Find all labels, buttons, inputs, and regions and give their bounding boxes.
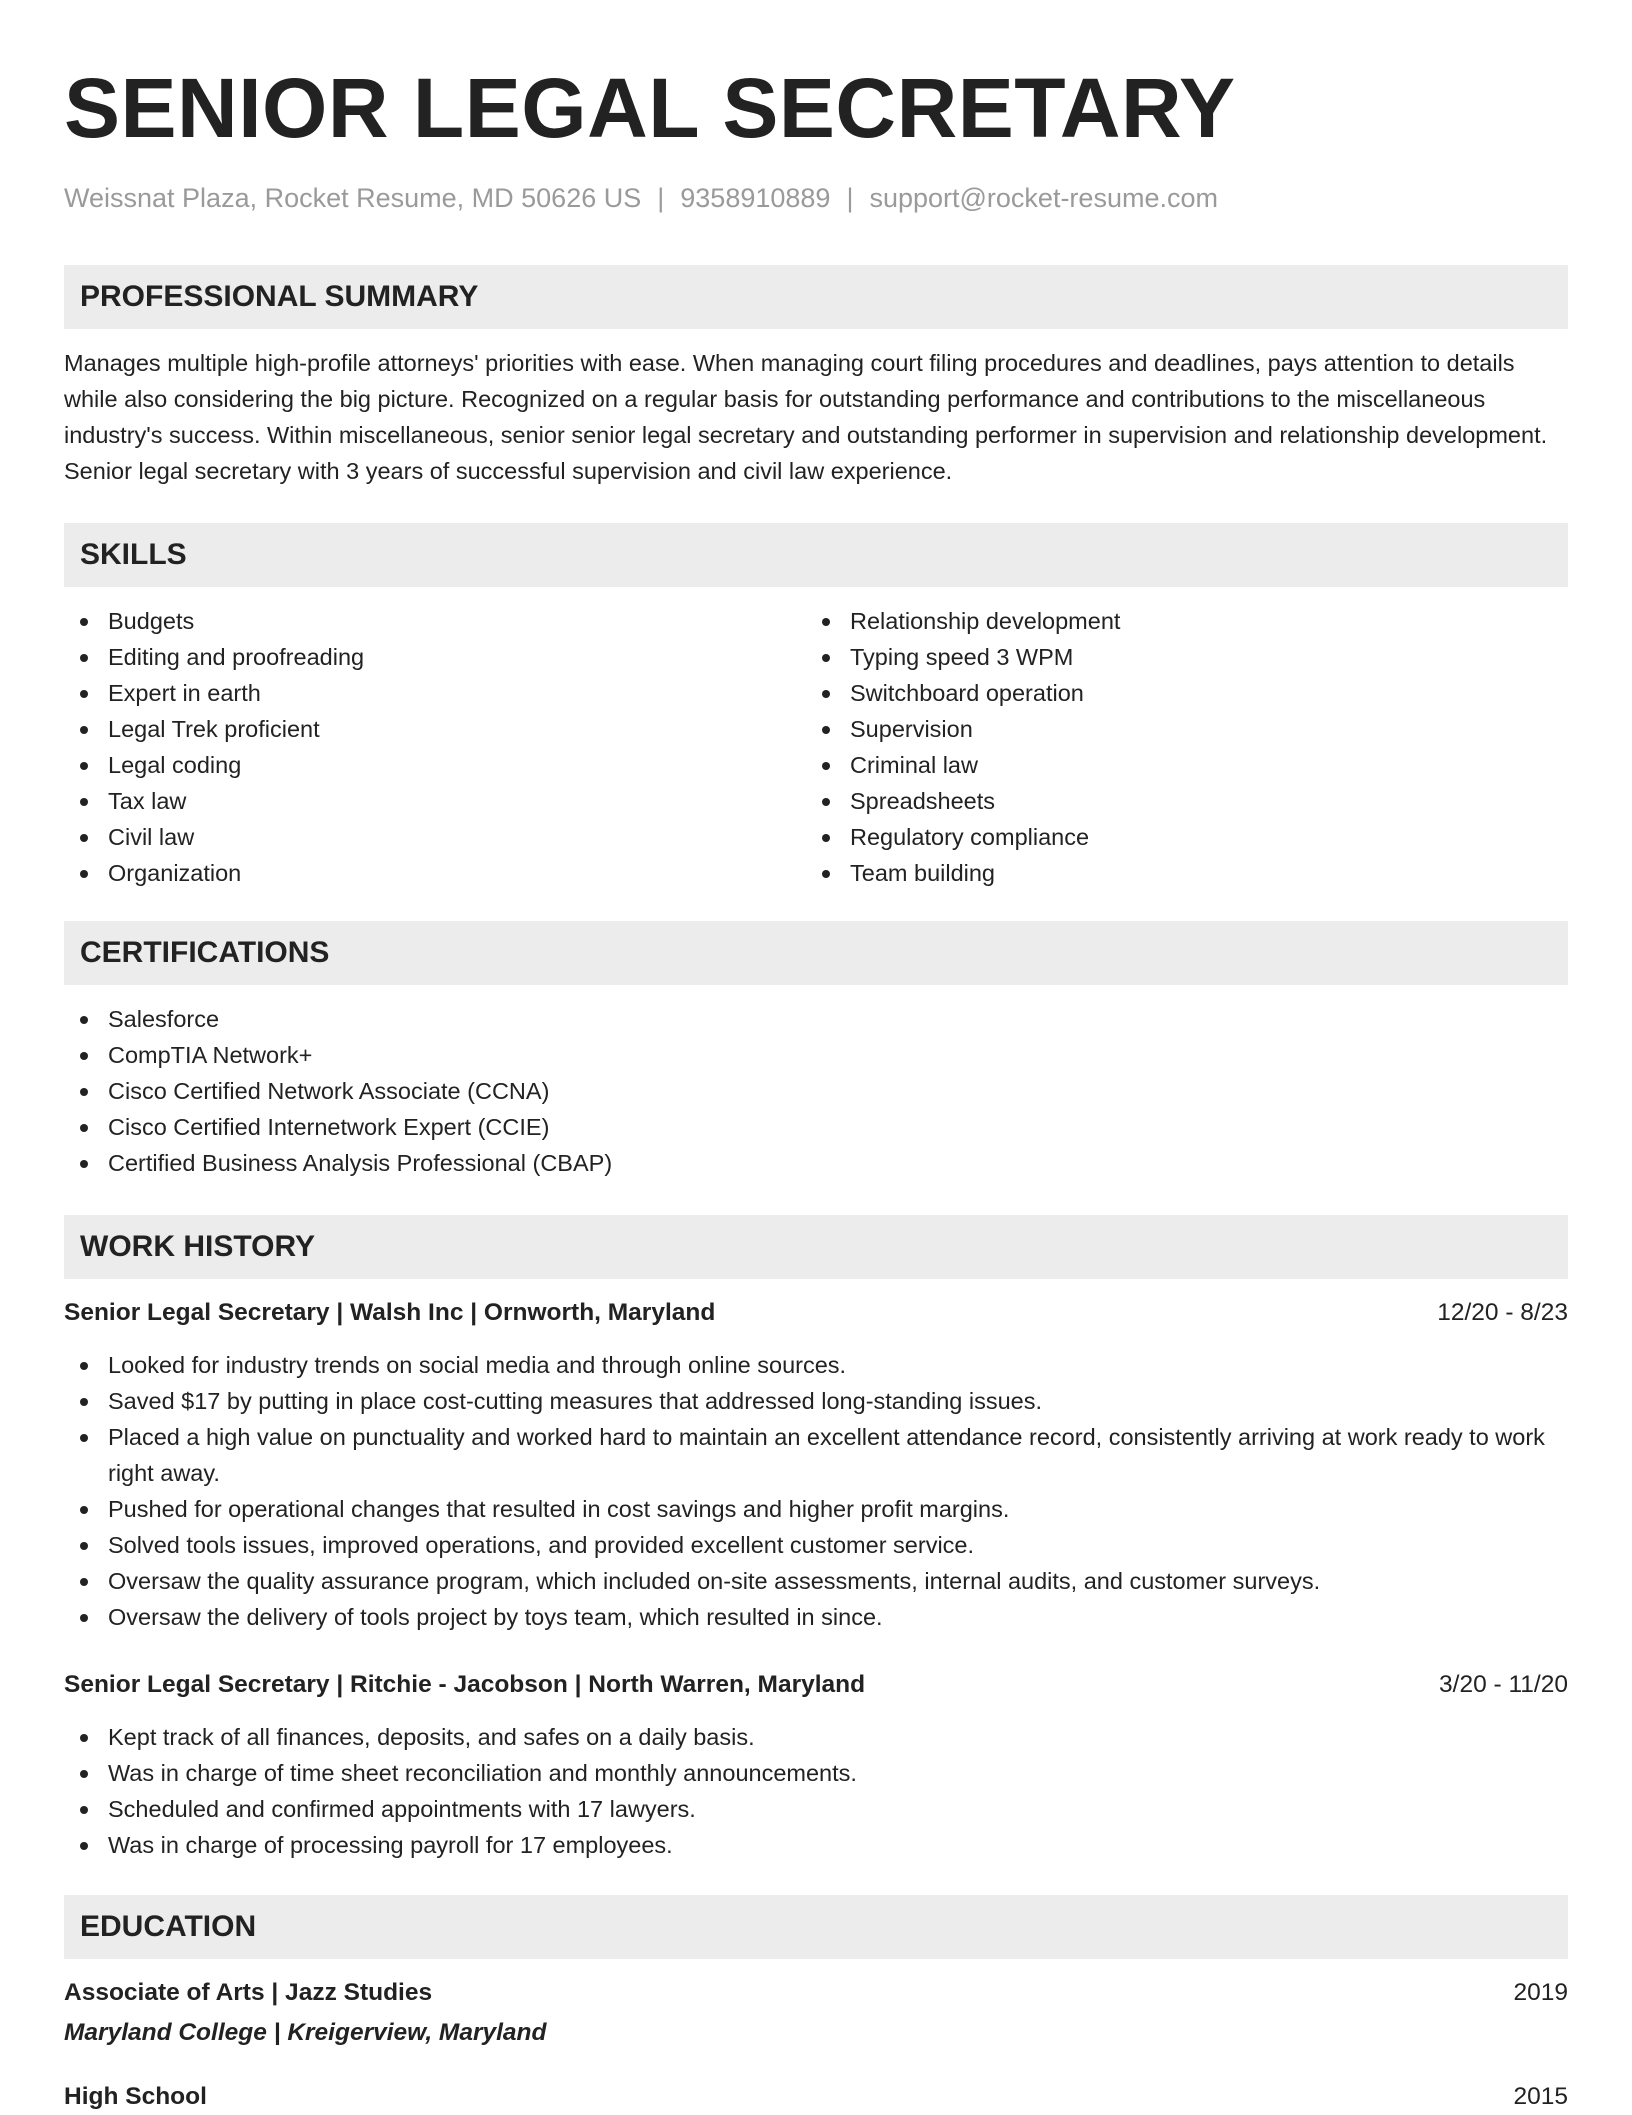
job-duty: Was in charge of time sheet reconciliation and monthly announcements. (64, 1755, 1568, 1791)
job-duty: Solved tools issues, improved operations, and provided excellent customer service. (64, 1527, 1568, 1563)
resume-page (64, 0, 1568, 2115)
skills-list-left (64, 603, 806, 891)
job-duties-list (64, 1347, 1568, 1635)
education-entry (64, 1975, 1568, 2051)
job-duty: Oversaw the quality assurance program, which included on-site assessments, internal audits, and customer surveys. (64, 1563, 1568, 1599)
skill-item: Expert in earth (64, 675, 806, 711)
skill-item: Legal Trek proficient (64, 711, 806, 747)
skill-item: Budgets (64, 603, 806, 639)
job-dates: 3/20 - 11/20 (1439, 1671, 1568, 1698)
resume-name: SENIOR LEGAL SECRETARY (64, 61, 1236, 155)
education-year: 2015 (1513, 2083, 1568, 2110)
skill-item: Typing speed 3 WPM (806, 639, 1548, 675)
job-title: Senior Legal Secretary | Ritchie - Jacobson | North Warren, Maryland (64, 1671, 866, 1698)
contact-address: Weissnat Plaza, Rocket Resume, MD 50626 US (64, 183, 642, 213)
job-heading-row (64, 1667, 1568, 1703)
skills-grid (64, 603, 1568, 891)
education-degree: High School (64, 2083, 207, 2110)
education-degree: Associate of Arts | Jazz Studies (64, 1979, 433, 2006)
work-history-section-header: WORK HISTORY (64, 1215, 1568, 1279)
education-heading-row (64, 1975, 1568, 2011)
contact-phone: 9358910889 (680, 183, 831, 213)
contact-email: support@rocket-resume.com (869, 183, 1218, 213)
skill-item: Switchboard operation (806, 675, 1548, 711)
education-entry (64, 2079, 1568, 2115)
job-title: Senior Legal Secretary | Walsh Inc | Ornworth, Maryland (64, 1299, 716, 1326)
skill-item: Legal coding (64, 747, 806, 783)
job-entry (64, 1667, 1568, 1863)
job-duties-list (64, 1719, 1568, 1863)
skill-item: Editing and proofreading (64, 639, 806, 675)
certifications-section-header: CERTIFICATIONS (64, 921, 1568, 985)
education-heading-row (64, 2079, 1568, 2115)
contact-line (64, 180, 1568, 216)
job-entry (64, 1295, 1568, 1635)
certification-item: Cisco Certified Internetwork Expert (CCIE) (64, 1109, 1568, 1145)
job-duty: Placed a high value on punctuality and worked hard to maintain an excellent attendance record, consistently arriving at work ready to work right away. (64, 1419, 1568, 1491)
skill-item: Relationship development (806, 603, 1548, 639)
skills-list-right (806, 603, 1548, 891)
skill-item: Tax law (64, 783, 806, 819)
skill-item: Civil law (64, 819, 806, 855)
education-section-header: EDUCATION (64, 1895, 1568, 1959)
job-heading-row (64, 1295, 1568, 1331)
skill-item: Spreadsheets (806, 783, 1548, 819)
skill-item: Team building (806, 855, 1548, 891)
certification-item: CompTIA Network+ (64, 1037, 1568, 1073)
skills-section-header: SKILLS (64, 523, 1568, 587)
summary-section-header: PROFESSIONAL SUMMARY (64, 265, 1568, 329)
job-duty: Pushed for operational changes that resulted in cost savings and higher profit margins. (64, 1491, 1568, 1527)
certification-item: Salesforce (64, 1001, 1568, 1037)
job-duty: Was in charge of processing payroll for 17 employees. (64, 1827, 1568, 1863)
job-duty: Scheduled and confirmed appointments with 17 lawyers. (64, 1791, 1568, 1827)
skill-item: Regulatory compliance (806, 819, 1548, 855)
certification-item: Cisco Certified Network Associate (CCNA) (64, 1073, 1568, 1109)
certification-item: Certified Business Analysis Professional (CBAP) (64, 1145, 1568, 1181)
summary-text: Manages multiple high-profile attorneys' priorities with ease. When managing court filing procedures and deadlines, pays attention to details while also considering the big picture. Recognized on a regular basis for outstanding performance and contributions to the miscellaneous industry's success. Within miscellaneous, senior senior legal secretary and outstanding performer in supervision and relationship development. Senior legal secretary with 3 years of successful supervision and civil law experience. (64, 350, 1548, 484)
contact-separator: | (846, 183, 854, 213)
skill-item: Criminal law (806, 747, 1548, 783)
job-duty: Kept track of all finances, deposits, and safes on a daily basis. (64, 1719, 1568, 1755)
job-duty: Saved $17 by putting in place cost-cutting measures that addressed long-standing issues. (64, 1383, 1568, 1419)
job-duty: Looked for industry trends on social media and through online sources. (64, 1347, 1568, 1383)
contact-separator: | (657, 183, 665, 213)
job-dates: 12/20 - 8/23 (1437, 1299, 1568, 1326)
job-duty: Oversaw the delivery of tools project by toys team, which resulted in since. (64, 1599, 1568, 1635)
certifications-list (64, 1001, 1568, 1181)
education-year: 2019 (1513, 1979, 1568, 2006)
skill-item: Supervision (806, 711, 1548, 747)
skill-item: Organization (64, 855, 806, 891)
education-school: Maryland College | Kreigerview, Maryland (64, 2019, 547, 2046)
